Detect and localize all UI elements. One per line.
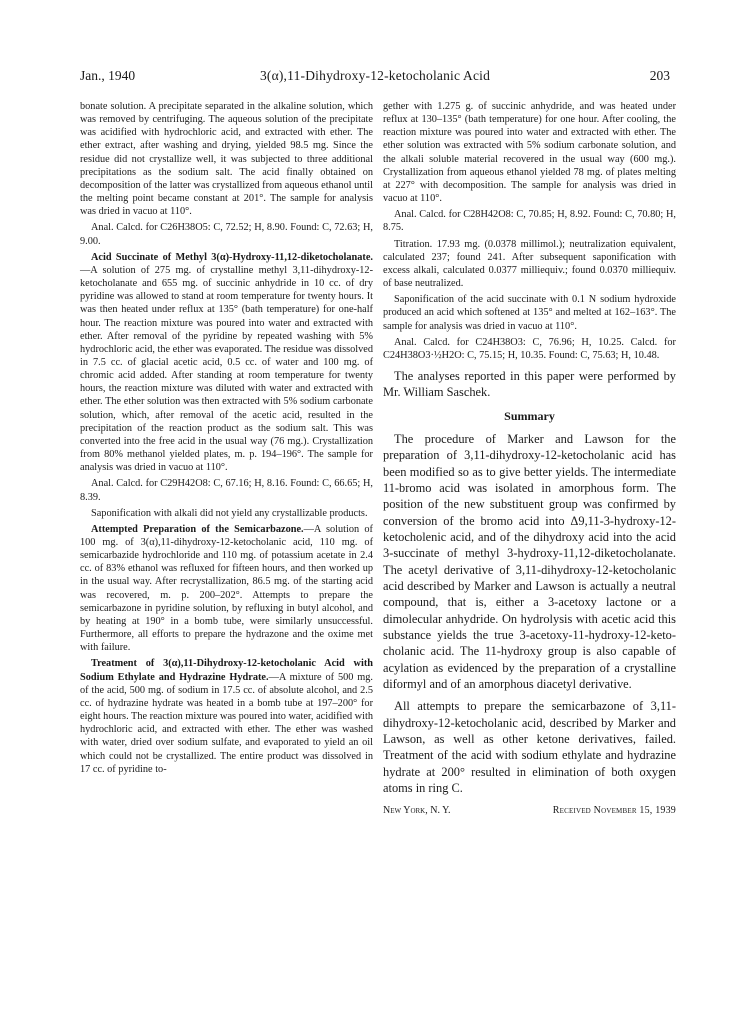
summary-paragraph: The procedure of Marker and Lawson for the preparation of 3,11-dihydroxy-12-ketocholanic acid has been modified so as to give better yields. The intermediate 11-bromo acid was isolated in amorphous form. The position of the new substituent group was confirmed by conversion of the bromo acid into Δ9,11-3-hydroxy-12-ketocholenic acid, and of the dihydroxy acid into the acid 3-succinate of methyl 3-hydroxy-11,12-diketocholanate. The acetyl derivative of 3,11-dihydroxy-12-ketocholanic acid described by Marker and Lawson is actually a neutral compound, that is, either a 3-acetoxy lactone or a dimolecular anhydride. On hydrolysis with acetic acid this substance yields the true 3-acetoxy-11-hydroxy-12-keto-cholanic acid. The 11-hydroxy group is also capable of acylation as evidenced by the preparation of a crystalline diformyl and of an amorphous diacetyl derivative. [383, 431, 676, 691]
section-paragraph [80, 657, 373, 775]
analysis-line: Anal. Calcd. for C29H42O8: C, 67.16; H, 8.16. Found: C, 66.65; H, 8.39. [80, 478, 373, 503]
paragraph-text: —A solution of 275 mg. of crystalline methyl 3,11-dihydroxy-12-ketocholanate and 655 mg. of succinic anhydride in 10 cc. of dry pyridine was allowed to stand at room temperature for twenty hours. It was then heated under reflux at 135° (bath temperature) for one-half hour. The reaction mixture was poured into water and extracted with ether. After removal of the pyridine by repeated washing with 5% hydrochloric acid, the ether was evaporated. The residue was dissolved in 7.5 cc. of glacial acetic acid, 0.5 cc. of water and 100 mg. of chromic acid added. After standing at room temperature for twenty hours, the reaction mixture was diluted with water and extracted with ether. The ether solution was then extracted with 5% sodium carbonate solution, which, after removal of the acetic acid, resulted in the precipitation of the reaction product as the sodium salt. This was converted into the free acid in the usual way (76 mg.). Crystallization from 80% methanol yielded plates, m. p. 194–196°. The sample for analysis was dried in vacuo at 110°. [80, 264, 373, 474]
header-title: 3(α),11-Dihydroxy-12-ketocholanic Acid [259, 68, 491, 83]
paragraph: gether with 1.275 g. of succinic anhydride, and was heated under reflux at 130–135° (bath temperature) for one hour. After cooling, the reaction mixture was poured into water and extracted with ether. The ether solution was extracted with 5% sodium carbonate solution, and the alkali soluble material recovered in the usual way (600 mg.). Crystallization from aqueous ethanol yielded 78 mg. of plates melting at 227° with decomposition. The sample for analysis was dried in vacuo at 110°. [383, 101, 676, 205]
paragraph: Saponification of the acid succinate with 0.1 N sodium hydroxide produced an acid which softened at 135° and melted at 162–163°. The sample for analysis was dried in vacuo at 110°. [383, 294, 676, 332]
section-heading: Attempted Preparation of the Semicarbazone. [91, 523, 304, 535]
paragraph-text: —A solution of 100 mg. of 3(α),11-dihydroxy-12-ketocholanic acid, 110 mg. of semicarbazide hydrochloride and 110 mg. of potassium acetate in 2.4 cc. of 83% ethanol was refluxed for fifteen hours, and then worked up in the usual way. After recrystallization, 86.5 mg. of the starting acid was recovered, m. p. 200–202°. Attempts to prepare the semicarbazone in pyridine solution, by refluxing in butyl alcohol, and by heating at 190° in a bomb tube, were similarly unsuccessful. Furthermore, all efforts to prepare the hydrazone and the oxime met with failure. [80, 523, 373, 654]
header-date: Jan., 1940 [80, 68, 136, 83]
section-paragraph [80, 251, 373, 475]
footer-line [383, 804, 676, 817]
section-heading: Acid Succinate of Methyl 3(α)-Hydroxy-11,12-diketocholanate. [91, 251, 373, 263]
titration-line: Titration. 17.93 mg. (0.0378 millimol.); neutralization equivalent, calculated 237; found 241. After subsequent saponification with excess alkali, calculated 0.0377 milliequiv.; found 0.0370 milliequiv. of base neutralized. [383, 238, 676, 290]
section-paragraph [80, 523, 373, 655]
paragraph: Saponification with alkali did not yield any crystallizable products. [91, 507, 368, 519]
right-column [383, 100, 676, 818]
analysis-line: Anal. Calcd. for C24H38O3: C, 76.96; H, 10.25. Calcd. for C24H38O3·½H2O: C, 75.15; H, 10.35. Found: C, 75.63; H, 10.48. [383, 336, 676, 361]
left-column [80, 100, 373, 776]
analysis-line: Anal. Calcd. for C28H42O8: C, 70.85; H, 8.92. Found: C, 70.80; H, 8.75. [383, 209, 676, 234]
footer-received: Received November 15, 1939 [552, 805, 676, 817]
running-header [80, 68, 670, 88]
page-number: 203 [649, 68, 670, 83]
paragraph: bonate solution. A precipitate separated in the alkaline solution, which was removed by centrifuging. The aqueous solution of the precipitate was acidified with hydrochloric acid, and extracted with ether. The ether extract, after washing and drying, yielded 98.5 mg. Since the residue did not crystallize well, it was subjected to three additional precipitations as the sodium salt. The acid finally obtained on decomposition of the latter was crystallized from aqueous ethanol until the melting point became constant at 201°. The sample for analysis was dried in vacuo at 110°. [80, 101, 373, 218]
summary-paragraph: All attempts to prepare the semicarbazone of 3,11-dihydroxy-12-ketocholanic acid, described by Marker and Lawson, as well as other ketone derivatives, failed. Treatment of the acid with sodium ethylate and hydrazine hydrate at 200° resulted in elimination of both oxygen atoms in ring C. [383, 699, 676, 796]
analysis-line: Anal. Calcd. for C26H38O5: C, 72.52; H, 8.90. Found: C, 72.63; H, 9.00. [80, 222, 373, 247]
acknowledgment: The analyses reported in this paper were performed by Mr. William Saschek. [383, 368, 676, 400]
summary-heading: Summary [504, 408, 555, 423]
paragraph-text: —A mixture of 500 mg. of the acid, 500 mg. of sodium in 17.5 cc. of absolute alcohol, and 2.5 cc. of hydrazine hydrate was heated in a bomb tube at 197–200° for eight hours. The reaction mixture was poured into water, acidified with hydrochloric acid, and extracted with ether. The ether was washed with water, dried over sodium sulfate, and evaporated to yield an oil which could not be crystallized. The entire product was dissolved in 17 cc. of pyridine to- [80, 671, 374, 775]
footer-place: New York, N. Y. [383, 805, 451, 817]
section-heading: Treatment of 3(α),11-Dihydroxy-12-ketocholanic Acid with Sodium Ethylate and Hydrazine Hydrate. [80, 658, 373, 683]
